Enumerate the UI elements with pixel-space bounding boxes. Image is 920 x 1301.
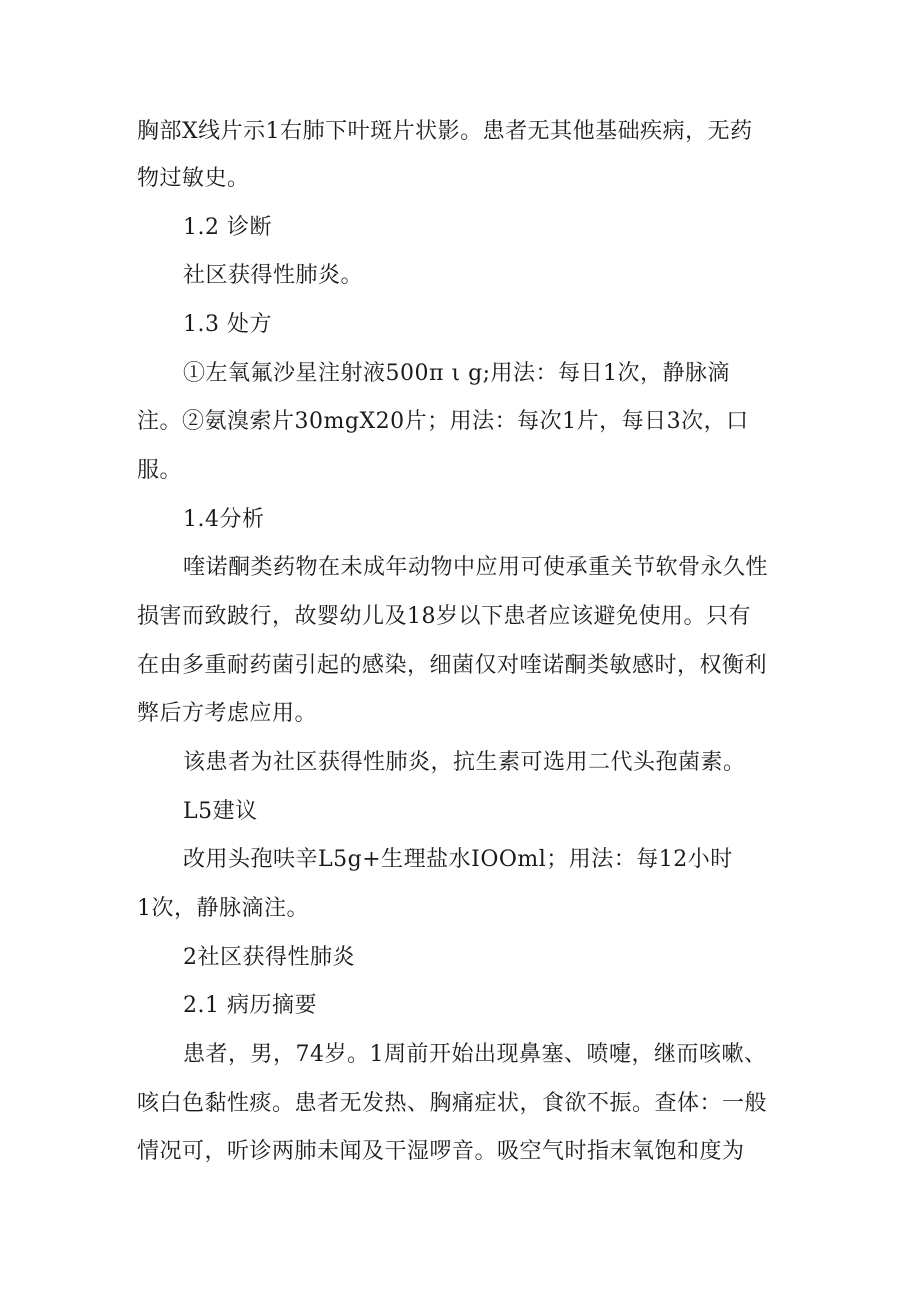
section-heading-1-5: L5建议 — [183, 799, 258, 824]
paragraph-line-3: 社区获得性肺炎。 — [183, 263, 364, 288]
paragraph-line-12: 改用头孢呋辛L5g+生理盐水IOOml；用法：每12小时 — [183, 847, 733, 872]
section-heading-1-4: 1.4分析 — [183, 507, 265, 532]
paragraph-line-9: 在由多重耐药菌引起的感染，细菌仅对喹诺酮类敏感时，权衡利 — [137, 653, 768, 678]
paragraph-line-13: 1次，静脉滴注。 — [137, 896, 309, 921]
paragraph-line-6: 服。 — [137, 458, 183, 483]
section-heading-2: 2社区获得性肺炎 — [183, 945, 355, 970]
paragraph-line-4: ①左氧氟沙星注射液500π ι g;用法：每日1次，静脉滴 — [183, 361, 731, 386]
paragraph-line-2: 物过敏史。 — [137, 166, 250, 191]
section-heading-2-1: 2.1 病历摘要 — [183, 993, 317, 1018]
paragraph-line-1: 胸部X线片示1右肺下叶斑片状影。患者无其他基础疾病，无药 — [137, 119, 753, 144]
paragraph-line-16: 情况可，听诊两肺未闻及干湿啰音。吸空气时指末氧饱和度为 — [137, 1139, 745, 1164]
paragraph-line-11: 该患者为社区获得性肺炎，抗生素可选用二代头孢菌素。 — [183, 750, 746, 775]
section-heading-1-3: 1.3 处方 — [183, 312, 272, 337]
paragraph-line-5: 注。②氨溴索片30mgX20片；用法：每次1片，每日3次，口 — [137, 409, 749, 434]
paragraph-line-15: 咳白色黏性痰。患者无发热、胸痛症状，食欲不振。查体：一般 — [137, 1091, 768, 1116]
paragraph-line-14: 患者，男，74岁。1周前开始出现鼻塞、喷嚏，继而咳嗽、 — [183, 1042, 767, 1067]
section-heading-1-2: 1.2 诊断 — [183, 215, 272, 240]
paragraph-line-8: 损害而致跛行，故婴幼儿及18岁以下患者应该避免使用。只有 — [137, 604, 751, 629]
paragraph-line-7: 喹诺酮类药物在未成年动物中应用可使承重关节软骨永久性 — [183, 555, 769, 580]
paragraph-line-10: 弊后方考虑应用。 — [137, 701, 318, 726]
